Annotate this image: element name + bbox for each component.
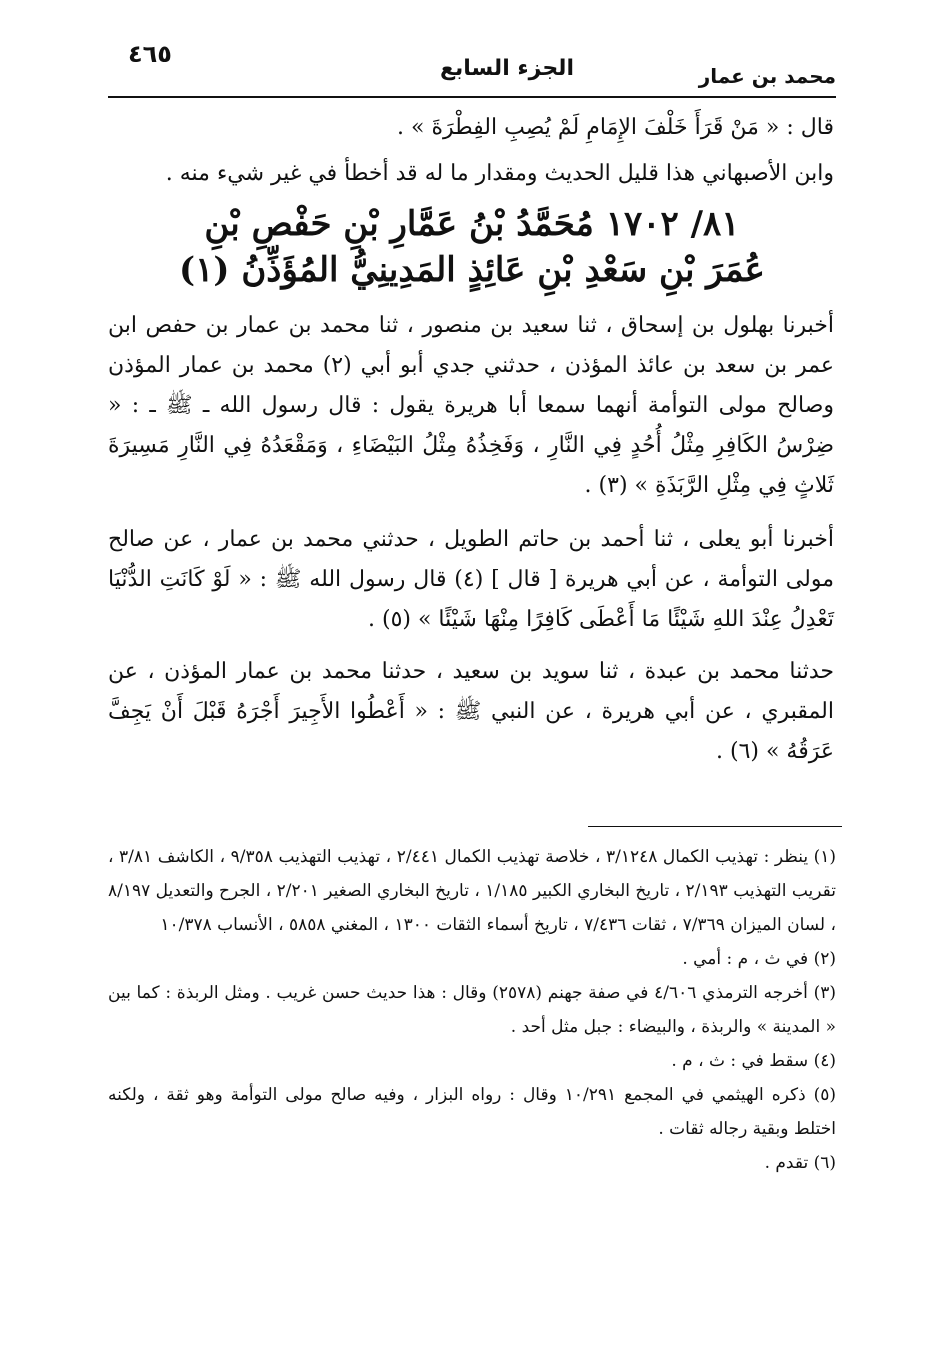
page-number: ٤٦٥: [128, 40, 172, 68]
paragraph-hadith-1: [108, 306, 834, 506]
paragraph-hadith-2: [108, 520, 834, 640]
footnote-2: (٢) في ث ، م : أمي .: [682, 949, 836, 969]
paragraph-note: وابن الأصبهاني هذا قليل الحديث ومقدار ما له قد أخطأ في غير شيء منه .: [165, 161, 834, 186]
footnotes: [108, 840, 836, 1180]
header-divider: [108, 96, 836, 98]
paragraph-text: أخبرنا أبو يعلى ، ثنا أحمد بن حاتم الطويل ، حدثني محمد بن عمار ، عن صالح مولى التوأمة ، عن أبي هريرة [ قال ] (٤) قال رسول الله ﷺ : « لَوْ كَانَتِ الدُّنْيَا تَعْدِلُ عِنْدَ اللهِ شَيْئًا مَا أَعْطَى كَافِرًا مِنْهَا شَيْئًا » (٥) .: [108, 527, 834, 632]
paragraph-text: أخبرنا بهلول بن إسحاق ، ثنا سعيد بن منصور ، ثنا محمد بن عمار بن حفص ابن عمر بن سعد بن عائذ المؤذن ، حدثني جدي أبو أبي (٢) محمد بن عمار المؤذن وصالح مولى التوأمة أنهما سمعا أبا هريرة يقول : قال رسول الله ـ ﷺ ـ : « ضِرْسُ الكَافِرِ مِثْلُ أُحُدٍ فِي النَّارِ ، وَفَخِذُهُ مِثْلُ البَيْضَاءِ ، وَمَقْعَدُهُ فِي النَّارِ مَسِيرَةَ ثَلاثٍ فِي مِثْلِ الرَّبَذَةِ » (٣) .: [108, 313, 834, 498]
running-title: محمد بن عمار: [698, 64, 836, 88]
paragraph-text: حدثنا محمد بن عبدة ، ثنا سويد بن سعيد ، حدثنا محمد بن عمار المؤذن ، عن المقبري ، عن أبي هريرة ، عن النبي ﷺ : « أَعْطُوا الأَجِيرَ أَجْرَهُ قَبْلَ أَنْ يَجِفَّ عَرَقُهُ » (٦) .: [108, 659, 834, 764]
paragraph-hadith-3: [108, 652, 834, 772]
entry-heading-line-2: عُمَرَ بْنِ سَعْدِ بْنِ عَائِذٍ المَدِينِيُّ المُؤَذِّنُ (١): [179, 250, 765, 290]
entry-heading-line-1: ٨١/ ١٧٠٢ مُحَمَّدُ بْنُ عَمَّارِ بْنِ حَفْصِ بْنِ: [204, 204, 740, 244]
footnote-1: (١) ينظر : تهذيب الكمال ٣/١٢٤٨ ، خلاصة تهذيب الكمال ٢/٤٤١ ، تهذيب التهذيب ٩/٣٥٨ ، الكاشف ٣/٨١ ، تقريب التهذيب ٢/١٩٣ ، تاريخ البخاري الكبير ١/١٨٥ ، تاريخ البخاري الصغير ٢/٢٠١ ، الجرح والتعديل ٨/١٩٧ ، لسان الميزان ٧/٣٦٩ ، ثقات ٧/٤٣٦ ، تاريخ أسماء الثقات ١٣٠٠ ، المغني ٥٨٥٨ ، الأنساب ١٠/٣٧٨: [108, 847, 837, 935]
footnote-3: (٣) أخرجه الترمذي ٤/٦٠٦ في صفة جهنم (٢٥٧٨) وقال : هذا حديث حسن غريب . ومثل الربذة : كما بين « المدينة » والربذة ، والبيضاء : جبل مثل أحد .: [108, 983, 837, 1037]
footnote-4: (٤) سقط في : ث ، م .: [671, 1051, 836, 1071]
volume-title: الجزء السابع: [440, 56, 574, 81]
quote-line: قال : « مَنْ قَرَأَ خَلْفَ الإِمَامِ لَمْ يُصِبِ الفِطْرَةَ » .: [397, 115, 834, 140]
footnote-5: (٥) ذكره الهيثمي في المجمع ١٠/٢٩١ وقال : رواه البزار ، وفيه صالح مولى التوأمة وهو ثقة ، ولكنه اختلط وبقية رجاله ثقات .: [108, 1085, 836, 1139]
footnote-6: (٦) تقدم .: [764, 1153, 836, 1173]
footnote-divider: [588, 826, 842, 827]
